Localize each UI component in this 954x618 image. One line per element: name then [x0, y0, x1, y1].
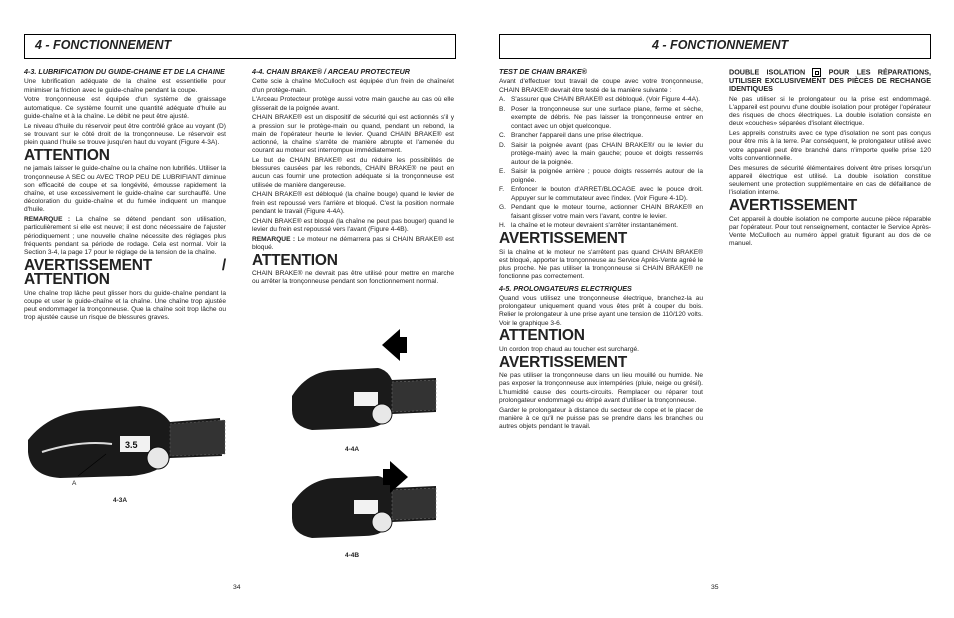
double-insulation-icon [812, 68, 821, 77]
paragraph: CHAIN BRAKE® est débloqué (la chaîne bouge) quand le levier de frein est repoussé vers l'arrière et bloqué. C'est la position normale pendant le travail (Figure 4-4A). [252, 191, 454, 215]
step-item [499, 142, 703, 167]
figure-callout-a: A [72, 480, 77, 487]
step-key: C. [499, 132, 506, 140]
remark-text: La chaîne se détend pendant son utilisation, particulièrement si elle est neuve; il est donc nécessaire de l'ajuster périodiquement ; une nouvelle chaîne nécessite des réglages plus fréquents pendant sa période de rodage. Cela est normal. Voir la Section 3-4, la page 17 pour le réglage de la tension de la chaîne. [24, 216, 226, 256]
remark [24, 216, 226, 257]
step-text: la chaîne et le moteur devraient s'arrêter instantanément. [511, 222, 678, 230]
paragraph: CHAIN BRAKE® est un dispositif de sécurité qui est actionnés s'il y a pression sur le protège-main ou quand, pendant un rebond, la main de l'opérateur heurte le levier. Quand CHAIN BRAKE® est actionné, la chaîne s'arrête de manière abrupte et l'amenée du courant au moteur est interrompue immédiatement. [252, 114, 454, 155]
attention-text: ne jamais laisser le guide-chaîne ou la chaîne non lubrifiés. Utiliser la tronçonneuse A SEC ou AVEC TROP PEU DE LUBRIFIANT diminue son efficacité de coupe et sa longévité, émousse rapidement la chaîne, et use excessivement le guide-chaîne car surchauffé. Une décoloration du guide-chaîne et du fumée indiquent un manque d'huile. [24, 165, 226, 214]
paragraph: Garder le prolongateur à distance du secteur de cope et le placer de manière à ce qu'il ne puisse pas se prendre dans les branches ou autres objets pendant le travail. [499, 406, 703, 430]
step-key: D. [499, 142, 506, 150]
warning-title: AVERTISSEMENT [499, 353, 628, 371]
step-item [499, 204, 703, 220]
step-item [499, 106, 703, 131]
step-text: Saisir la poignée arrière ; pouce doigts resserrés autour de la poignée. [511, 168, 703, 184]
attention-title: ATTENTION [499, 327, 585, 345]
remark-text: Le moteur ne démarrera pas si CHAIN BRAKE® est bloqué. [252, 235, 454, 251]
left-col-1 [24, 68, 226, 324]
paragraph: Le niveau d'huile du réservoir peut être contrôlé grâce au voyant (D) se trouvant sur le côté droit de la tronçonneuse. Le réservoir est plein quand l'huile se trouve jusqu'en haut du voyant (Figure 4-3A). [24, 122, 226, 147]
paragraph: Ne pas utiliser si le prolongateur ou la prise est endommagé. L'appareil est pourvu d'une double isolation pour protéger l'opérateur des risques de chocs électriques. La double isolation consiste en deux «couches» séparées d'isolant électrique. [729, 95, 931, 128]
heading-pre: DOUBLE ISOLATION [729, 67, 806, 77]
right-col-1 [499, 68, 703, 433]
paragraph: Le but de CHAIN BRAKE® est du réduire les possibilités de blessures causées par les rebonds, CHAIN BRAKE® ne peut en aucun cas fournir une protection adéquate si la tronçonneuse est utilisée de manière dangereuse. [252, 157, 454, 189]
right-header [499, 34, 931, 59]
heading-post: POUR LES RÉPARATIONS, UTILISER EXCLUSIVEMENT DES PIÈCES DE RECHANGE IDENTIQUES [729, 67, 931, 94]
step-item [499, 186, 703, 202]
paragraph: Votre tronçonneuse est équipée d'un système de graissage automatique. Ce système fournit une quantité adéquate d'huile au guide-chaîne et à la chaîne. Le débit ne peut être ajusté. [24, 96, 226, 120]
paragraph: Quand vous utilisez une tronçonneuse électrique, branchez-la au prolongateur uniquement quand vous êtes prêt à couper du bois. Relier le prolongateur à une prise ayant une tension de 110/120 volts. Voir le graphique 3-6. [499, 294, 703, 327]
step-text: Pendant que le moteur tourne, actionner CHAIN BRAKE® en faisant glisser votre main vers l'avant, contre le levier. [511, 204, 703, 220]
figure-4-4b-label: 4-4B [345, 552, 360, 559]
attention-title: ATTENTION [24, 146, 110, 164]
remark-label: REMARQUE : [24, 216, 71, 224]
paragraph: CHAIN BRAKE® est bloqué (la chaîne ne peut pas bouger) quand le levier du frein est repoussé vers l'avant (Figure 4-4B). [252, 217, 454, 233]
left-header [24, 34, 456, 59]
step-key: A. [499, 96, 506, 104]
page-number-left: 34 [233, 584, 241, 591]
warning-text: Cet appareil à double isolation ne comporte aucune pièce réparable par l'opérateur. Pour tout renseignement, contacter le Service Après-Vente McCulloch au numéro àppel gratuit figurant au dos de ce manuel. [729, 215, 931, 248]
left-col-2 [252, 68, 454, 288]
step-key: F. [499, 186, 505, 194]
attention-text: Un cordon trop chaud au toucher est surchargé. [499, 345, 640, 353]
paragraph: Les appreils construits avec ce type d'isolation ne sont pas conçus pour être mis à la terre. Par conséquent, le prolongateur utilisé avec votre appareil peut être branché dans n'importe quelle prise 120 volts conventionnelle. [729, 130, 931, 162]
step-item [499, 168, 703, 184]
step-text: Brancher l'appareil dans une prise électrique. [511, 132, 644, 140]
step-key: E. [499, 168, 506, 176]
figure-4-3a-illustration [20, 392, 230, 488]
page-number-right: 35 [711, 584, 719, 591]
paragraph: Des mesures de sécurité élémentaires doivent être prises lorsqu'un appareil électrique est utilisé. La double isolation constitue seulement une protection supplémentaire en cas de défaillance de l'isolation interne. [729, 164, 931, 197]
arrow-left-icon [380, 328, 408, 362]
steps-list [499, 96, 703, 230]
figure-4-3a-label: 4-3A [113, 497, 128, 504]
section-heading-4-4: 4-4. CHAIN BRAKE® / ARCEAU PROTECTEUR [252, 67, 410, 76]
right-header-text: 4 - FONCTIONNEMENT [652, 38, 789, 52]
attention-title: ATTENTION [252, 251, 338, 269]
warning-text: Si la chaîne et le moteur ne s'arrêtent pas quand CHAIN BRAKE® est bloqué, apporter la tronçonneuse au Service Après-Vente agréé le plus proche. Ne pas utiliser la tronçonneuse si CHAIN BRAKE® ne fonctionne pas correctement. [499, 248, 703, 281]
warning-title: AVERTISSEMENT [499, 230, 628, 248]
warning-text: Une chaîne trop lâche peut glisser hors du guide-chaîne pendant la coupe et user le guide-chaîne et la chaîne. Une chaîne trop ajustée peut endommager la tronçonneuse. Que la chaîne soit trop lâche ou trop ajustée cause un risque de blessures graves. [24, 289, 226, 322]
figure-4-4a-illustration [288, 356, 438, 442]
section-heading-test: TEST DE CHAIN BRAKE® [499, 67, 587, 76]
step-key: G. [499, 204, 506, 212]
remark-label: REMARQUE : [252, 235, 296, 243]
attention-text: CHAIN BRAKE® ne devrait pas être utilisé pour mettre en marche ou arrêter la tronçonneuse pendant son fonctionnement normal. [252, 270, 454, 286]
step-item [499, 96, 703, 104]
section-heading-double-isolation [729, 68, 931, 94]
warning-title: AVERTISSEMENT / ATTENTION [24, 256, 226, 289]
section-heading-4-3: 4-3. LUBRIFICATION DU GUIDE-CHAINE ET DE LA CHAINE [24, 67, 225, 76]
step-text: Enfoncer le bouton d'ARRET/BLOCAGE avec le pouce droit. Appuyer sur le commutateur avec l'index. (Voir Figure 4-1D). [511, 186, 703, 202]
paragraph: Une lubrification adéquate de la chaîne est essentielle pour minimiser la friction avec le guide-chaîne pendant la coupe. [24, 78, 226, 94]
paragraph: Avant d'effectuer tout travail de coupe avec votre tronçonneuse, CHAIN BRAKE® devrait être testé de la manière suivante : [499, 78, 703, 94]
left-header-text: 4 - FONCTIONNEMENT [35, 38, 172, 52]
figure-4-4b-illustration [288, 462, 438, 548]
remark [252, 236, 454, 252]
step-text: S'assurer que CHAIN BRAKE® est débloqué. (Voir Figure 4-4A). [511, 96, 700, 104]
warning-title: AVERTISSEMENT [729, 197, 858, 215]
section-heading-4-5: 4-5. PROLONGATEURS ELECTRIQUES [499, 283, 632, 293]
paragraph: Cette scie à chaîne McCulloch est équipée d'un frein de chaîne/et d'un protège-main. [252, 78, 454, 94]
warning-text: Ne pas utiliser la tronçonneuse dans un lieu mouillé ou humide. Ne pas exposer la tronçonneuse aux intempéries (pluie, neige ou grésil). L'humidité cause des courts-circuits. Remplacer ou réparer tout prolongateur endommagé ou étripé avant d'utiliser la tronçonneuse. [499, 372, 703, 404]
step-text: Poser la tronçonneuse sur une surface plane, ferme et sèche, exempte de débris. Ne pas laisser la tronçonneuse entrer en contact avec un objet quelconque. [511, 106, 703, 130]
arrow-right-icon [382, 460, 410, 494]
step-key: B. [499, 106, 506, 114]
paragraph: L'Arceau Protecteur protège aussi votre main gauche au cas où elle glisserait de la poignée avant. [252, 96, 454, 112]
right-col-2 [729, 68, 931, 250]
step-text: Saisir la poignée avant (pas CHAIN BRAKE®/ ou le levier du protège-main) avec la main gauche; pouce et doigts resserrés autour de la poignée. [511, 142, 703, 166]
step-item [499, 132, 703, 140]
power-badge: 3.5 [125, 440, 138, 450]
step-key: H. [499, 222, 506, 230]
figure-4-4a-label: 4-4A [345, 446, 360, 453]
